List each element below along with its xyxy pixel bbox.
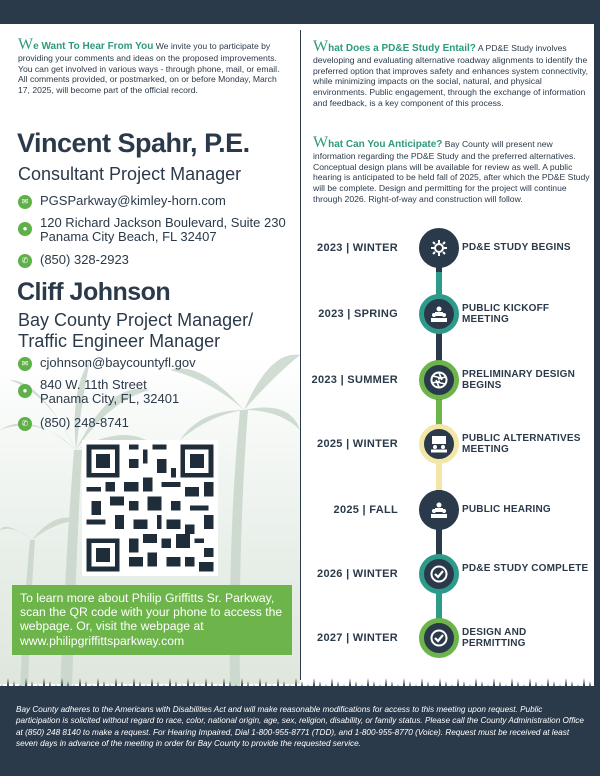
aperture-icon (429, 370, 449, 390)
footer-disclaimer: Bay County adheres to the Americans with Disabilities Act and will make reasonable modifications for access to this meeting upon request. Public participation is solicited without regard to race, color, national origin, age, sex, religion, disability, or family status. Please call the County Administration Office at (850) 248 8140 to make a request. For Hearing Impaired, Dial 1-800-955-8771 (TDD), and 1-800-955-8770 (Voice). Request must be received at least seven days in advance of the meeting in order for Bay County to provide the requested service. (16, 705, 584, 749)
timeline-node (419, 490, 459, 530)
anticipate-lead-letter: W (313, 134, 329, 151)
timeline-node (419, 294, 459, 334)
contact-2-email-link[interactable]: cjohnson@baycountyfl.gov (40, 355, 196, 370)
timeline-date: 2025 | FALL (333, 504, 398, 516)
timeline-date: 2023 | SUMMER (311, 374, 398, 386)
timeline-label: PUBLIC KICKOFF MEETING (462, 303, 550, 325)
anticipate-body: Bay County will present new information regarding the PD&E Study and the preferred alternatives. Conceptual design plans will be available for review as well. A public hearing is anticipated to be held fall of 2025, after which the PD&E Study will be complete. Design and permitting for the project will continue through 2026. Right-of-way and construction will follow. (313, 139, 590, 204)
contact-1-address-line2: Panama City Beach, FL 32407 (40, 229, 217, 244)
contact-1-address-row (18, 216, 286, 244)
contact-1-address-line1: 120 Richard Jackson Boulevard, Suite 230 (40, 215, 286, 230)
contact-1-name: Vincent Spahr, P.E. (17, 128, 250, 158)
contact-2-name: Cliff Johnson (17, 278, 171, 306)
grass-border (0, 672, 600, 694)
location-pin-icon: ● (18, 222, 32, 236)
check-icon (429, 628, 449, 648)
intro-heading: e Want To Hear From You (33, 41, 154, 52)
timeline-date: 2023 | WINTER (317, 242, 398, 254)
phone-icon: ✆ (18, 254, 32, 268)
timeline-date: 2026 | WINTER (317, 568, 398, 580)
meeting-icon (429, 500, 449, 520)
timeline-label: PRELIMINARY DESIGN BEGINS (462, 369, 576, 391)
email-icon: ✉ (18, 195, 32, 209)
contact-2-phone-row (18, 416, 129, 431)
timeline-label: PUBLIC HEARING (462, 504, 551, 515)
timeline-label: PD&E STUDY COMPLETE (462, 563, 589, 574)
contact-2-title-line2: Traffic Engineer Manager (18, 331, 221, 351)
intro-section (18, 36, 288, 96)
timeline-node (419, 618, 459, 658)
timeline-date: 2027 | WINTER (317, 632, 398, 644)
contact-1-phone-link[interactable]: (850) 328-2923 (40, 252, 129, 267)
top-bar (0, 0, 600, 24)
contact-2-address-line1: 840 W. 11th Street (40, 377, 147, 392)
timeline-node (419, 360, 459, 400)
meeting-icon (429, 304, 449, 324)
contact-2-address-row (18, 378, 179, 406)
gears-icon (429, 238, 449, 258)
webpage-info-box (12, 585, 292, 655)
location-pin-icon: ● (18, 384, 32, 398)
presenter-icon (429, 434, 449, 454)
timeline-node (419, 424, 459, 464)
column-divider (300, 30, 301, 680)
timeline-label: PD&E STUDY BEGINS (462, 242, 571, 253)
contact-2-address-line2: Panama City, FL, 32401 (40, 391, 180, 406)
webpage-info-text: To learn more about Philip Griffitts Sr. Parkway, scan the QR code with your phone to access the webpage. Or, visit the webpage at www.philipgriffittsparkway.com (20, 591, 283, 648)
timeline-label: PUBLIC ALTERNATIVES MEETING (462, 433, 581, 455)
contact-1-title: Consultant Project Manager (18, 164, 242, 184)
contact-2-email-row (18, 356, 196, 371)
pde-body: A PD&E Study involves developing and evaluating alternative roadway alignments to identify the preferred option that improves safety and enhances system connectivity, while minimizing impacts on the social, natural, and physical environments. Public engagement, through the exchange of information and feedback, is a key component of this process. (313, 43, 588, 108)
footer (0, 692, 600, 776)
contact-1-email-row (18, 194, 226, 209)
phone-icon: ✆ (18, 417, 32, 431)
timeline-node (419, 554, 459, 594)
right-edge-bar (594, 24, 600, 704)
contact-2-title-line1: Bay County Project Manager/ (18, 310, 254, 330)
pde-section (313, 38, 591, 109)
contact-1-email-link[interactable]: PGSParkway@kimley-horn.com (40, 193, 226, 208)
timeline-date: 2025 | WINTER (317, 438, 398, 450)
timeline-node (419, 228, 459, 268)
contact-2-phone-link[interactable]: (850) 248-8741 (40, 415, 129, 430)
pde-lead-letter: W (313, 38, 329, 55)
check-icon (429, 564, 449, 584)
contact-1-phone-row (18, 253, 129, 268)
intro-body: We invite you to participate by providing your comments and ideas on the proposed improvements. You can get involved in various ways - through phone, mail, or email. All comments provided, or postmarked, on or before Monday, March 17, 2025, will become part of the official record. (18, 41, 280, 96)
anticipate-section (313, 134, 591, 205)
timeline-date: 2023 | SPRING (318, 308, 398, 320)
qr-code (82, 440, 218, 576)
email-icon: ✉ (18, 357, 32, 371)
anticipate-heading: hat Can You Anticipate? (328, 139, 443, 150)
timeline-label: DESIGN AND PERMITTING (462, 627, 527, 649)
pde-heading: hat Does a PD&E Study Entail? (328, 43, 476, 54)
intro-lead-letter: W (18, 36, 34, 53)
timeline-segment (436, 460, 442, 490)
